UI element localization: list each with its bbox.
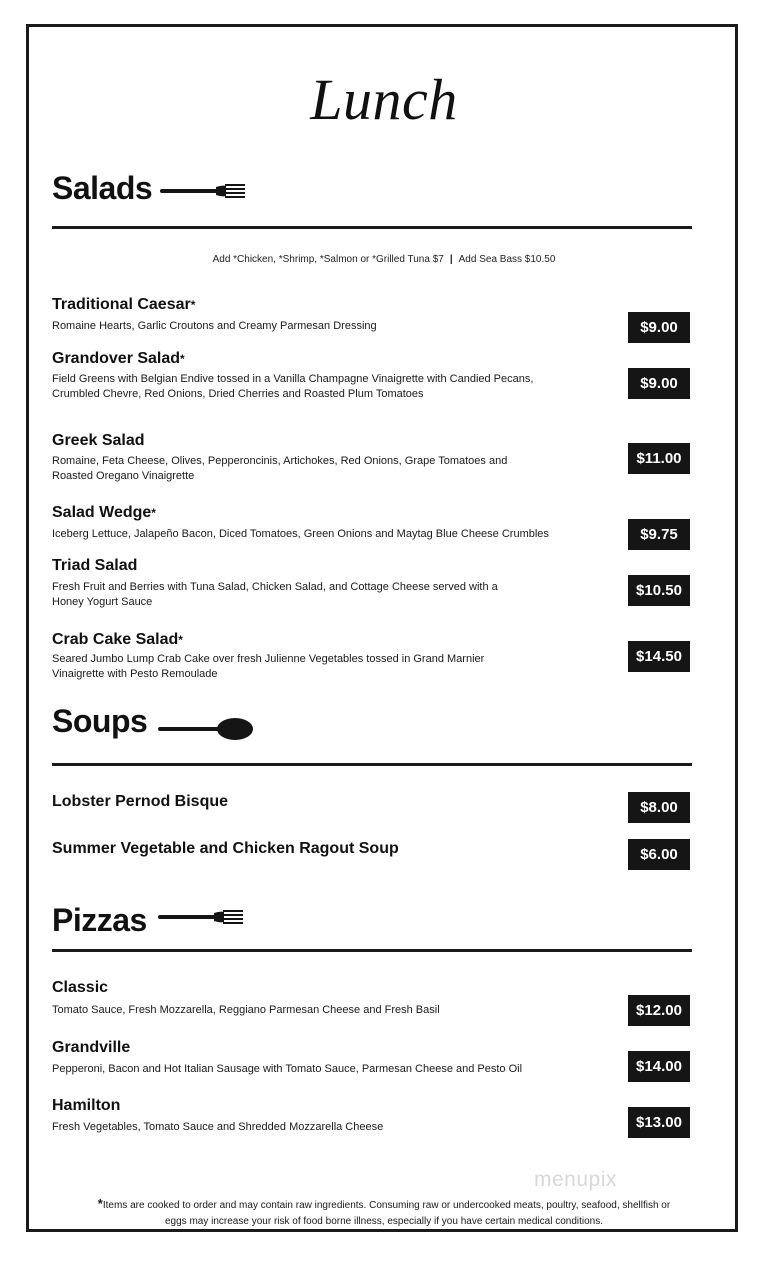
menu-item-name: Salad Wedge* — [52, 504, 156, 521]
footnote-line-2: eggs may increase your risk of food borne illness, especially if you have certain medical conditions. — [165, 1216, 603, 1227]
salads-divider — [52, 226, 692, 229]
menu-item-description: Seared Jumbo Lump Crab Cake over fresh Julienne Vegetables tossed in Grand Marnier Vinaigrette with Pesto Remoulade — [52, 653, 485, 680]
menu-item-name: Lobster Pernod Bisque — [52, 793, 229, 810]
menu-item-price: $14.50 — [628, 641, 690, 672]
footnote-line-1: Items are cooked to order and may contain raw ingredients. Consuming raw or undercooked meats, poultry, seafood, shellfish or — [102, 1200, 671, 1211]
menu-item-description: Field Greens with Belgian Endive tossed in a Vanilla Champagne Vinaigrette with Candied Pecans, Crumbled Chevre, Red Onions, Dried Cherries and Roasted Plum Tomatoes — [52, 373, 534, 400]
allergen-footnote — [80, 1196, 688, 1230]
pizzas-divider — [52, 949, 692, 952]
soups-divider — [52, 763, 692, 766]
menu-item-description: Fresh Vegetables, Tomato Sauce and Shredded Mozzarella Cheese — [52, 1121, 384, 1133]
menu-item-price: $9.00 — [628, 368, 690, 399]
menu-item-price: $6.00 — [628, 839, 690, 870]
footnote-star: * — [97, 1196, 103, 1211]
menu-item-name: Grandville — [52, 1039, 131, 1056]
menu-item-price: $14.00 — [628, 1051, 690, 1082]
addon-sea-bass: Add Sea Bass $10.50 — [458, 254, 556, 265]
menu-item-description: Pepperoni, Bacon and Hot Italian Sausage with Tomato Sauce, Parmesan Cheese and Pesto Oil — [52, 1063, 523, 1075]
menu-item-description: Tomato Sauce, Fresh Mozzarella, Reggiano Parmesan Cheese and Fresh Basil — [52, 1004, 440, 1016]
page-title: Lunch — [310, 67, 458, 132]
salads-addon-note — [0, 254, 768, 265]
menu-item-name: Summer Vegetable and Chicken Ragout Soup — [52, 840, 399, 857]
menu-item-description: Romaine, Feta Cheese, Olives, Pepperoncinis, Artichokes, Red Onions, Grape Tomatoes and Roasted Oregano Vinaigrette — [52, 455, 508, 482]
menu-item-name: Classic — [52, 979, 109, 996]
menu-item-price: $13.00 — [628, 1107, 690, 1138]
menu-item-name: Traditional Caesar* — [52, 296, 196, 313]
menu-item-price: $9.00 — [628, 312, 690, 343]
menu-item-name: Triad Salad — [52, 557, 138, 574]
menu-item-name: Greek Salad — [52, 432, 145, 449]
menu-item-name: Grandover Salad* — [52, 350, 185, 367]
watermark-logo: menupix — [534, 1168, 617, 1191]
menu-item-description: Fresh Fruit and Berries with Tuna Salad, Chicken Salad, and Cottage Cheese served with a Honey Yogurt Sauce — [52, 581, 498, 608]
menu-item-price: $8.00 — [628, 792, 690, 823]
spoon-icon — [158, 716, 254, 742]
menu-item-description: Iceberg Lettuce, Jalapeño Bacon, Diced Tomatoes, Green Onions and Maytag Blue Cheese Crumbles — [52, 528, 549, 540]
pizzas-heading: Pizzas — [52, 902, 147, 938]
menu-item-name: Crab Cake Salad* — [52, 631, 183, 648]
menu-item-name: Hamilton — [52, 1097, 121, 1114]
soups-heading: Soups — [52, 703, 148, 739]
menu-item-price: $11.00 — [628, 443, 690, 474]
menu-item-description: Romaine Hearts, Garlic Croutons and Creamy Parmesan Dressing — [52, 320, 377, 332]
addon-protein: Add *Chicken, *Shrimp, *Salmon or *Grilled Tuna $7 — [212, 254, 444, 265]
menu-item-price: $10.50 — [628, 575, 690, 606]
addon-separator: | — [449, 254, 453, 265]
menu-item-price: $12.00 — [628, 995, 690, 1026]
salads-heading: Salads — [52, 170, 153, 206]
fork-icon — [160, 183, 246, 199]
fork-icon — [158, 909, 244, 925]
menu-item-price: $9.75 — [628, 519, 690, 550]
